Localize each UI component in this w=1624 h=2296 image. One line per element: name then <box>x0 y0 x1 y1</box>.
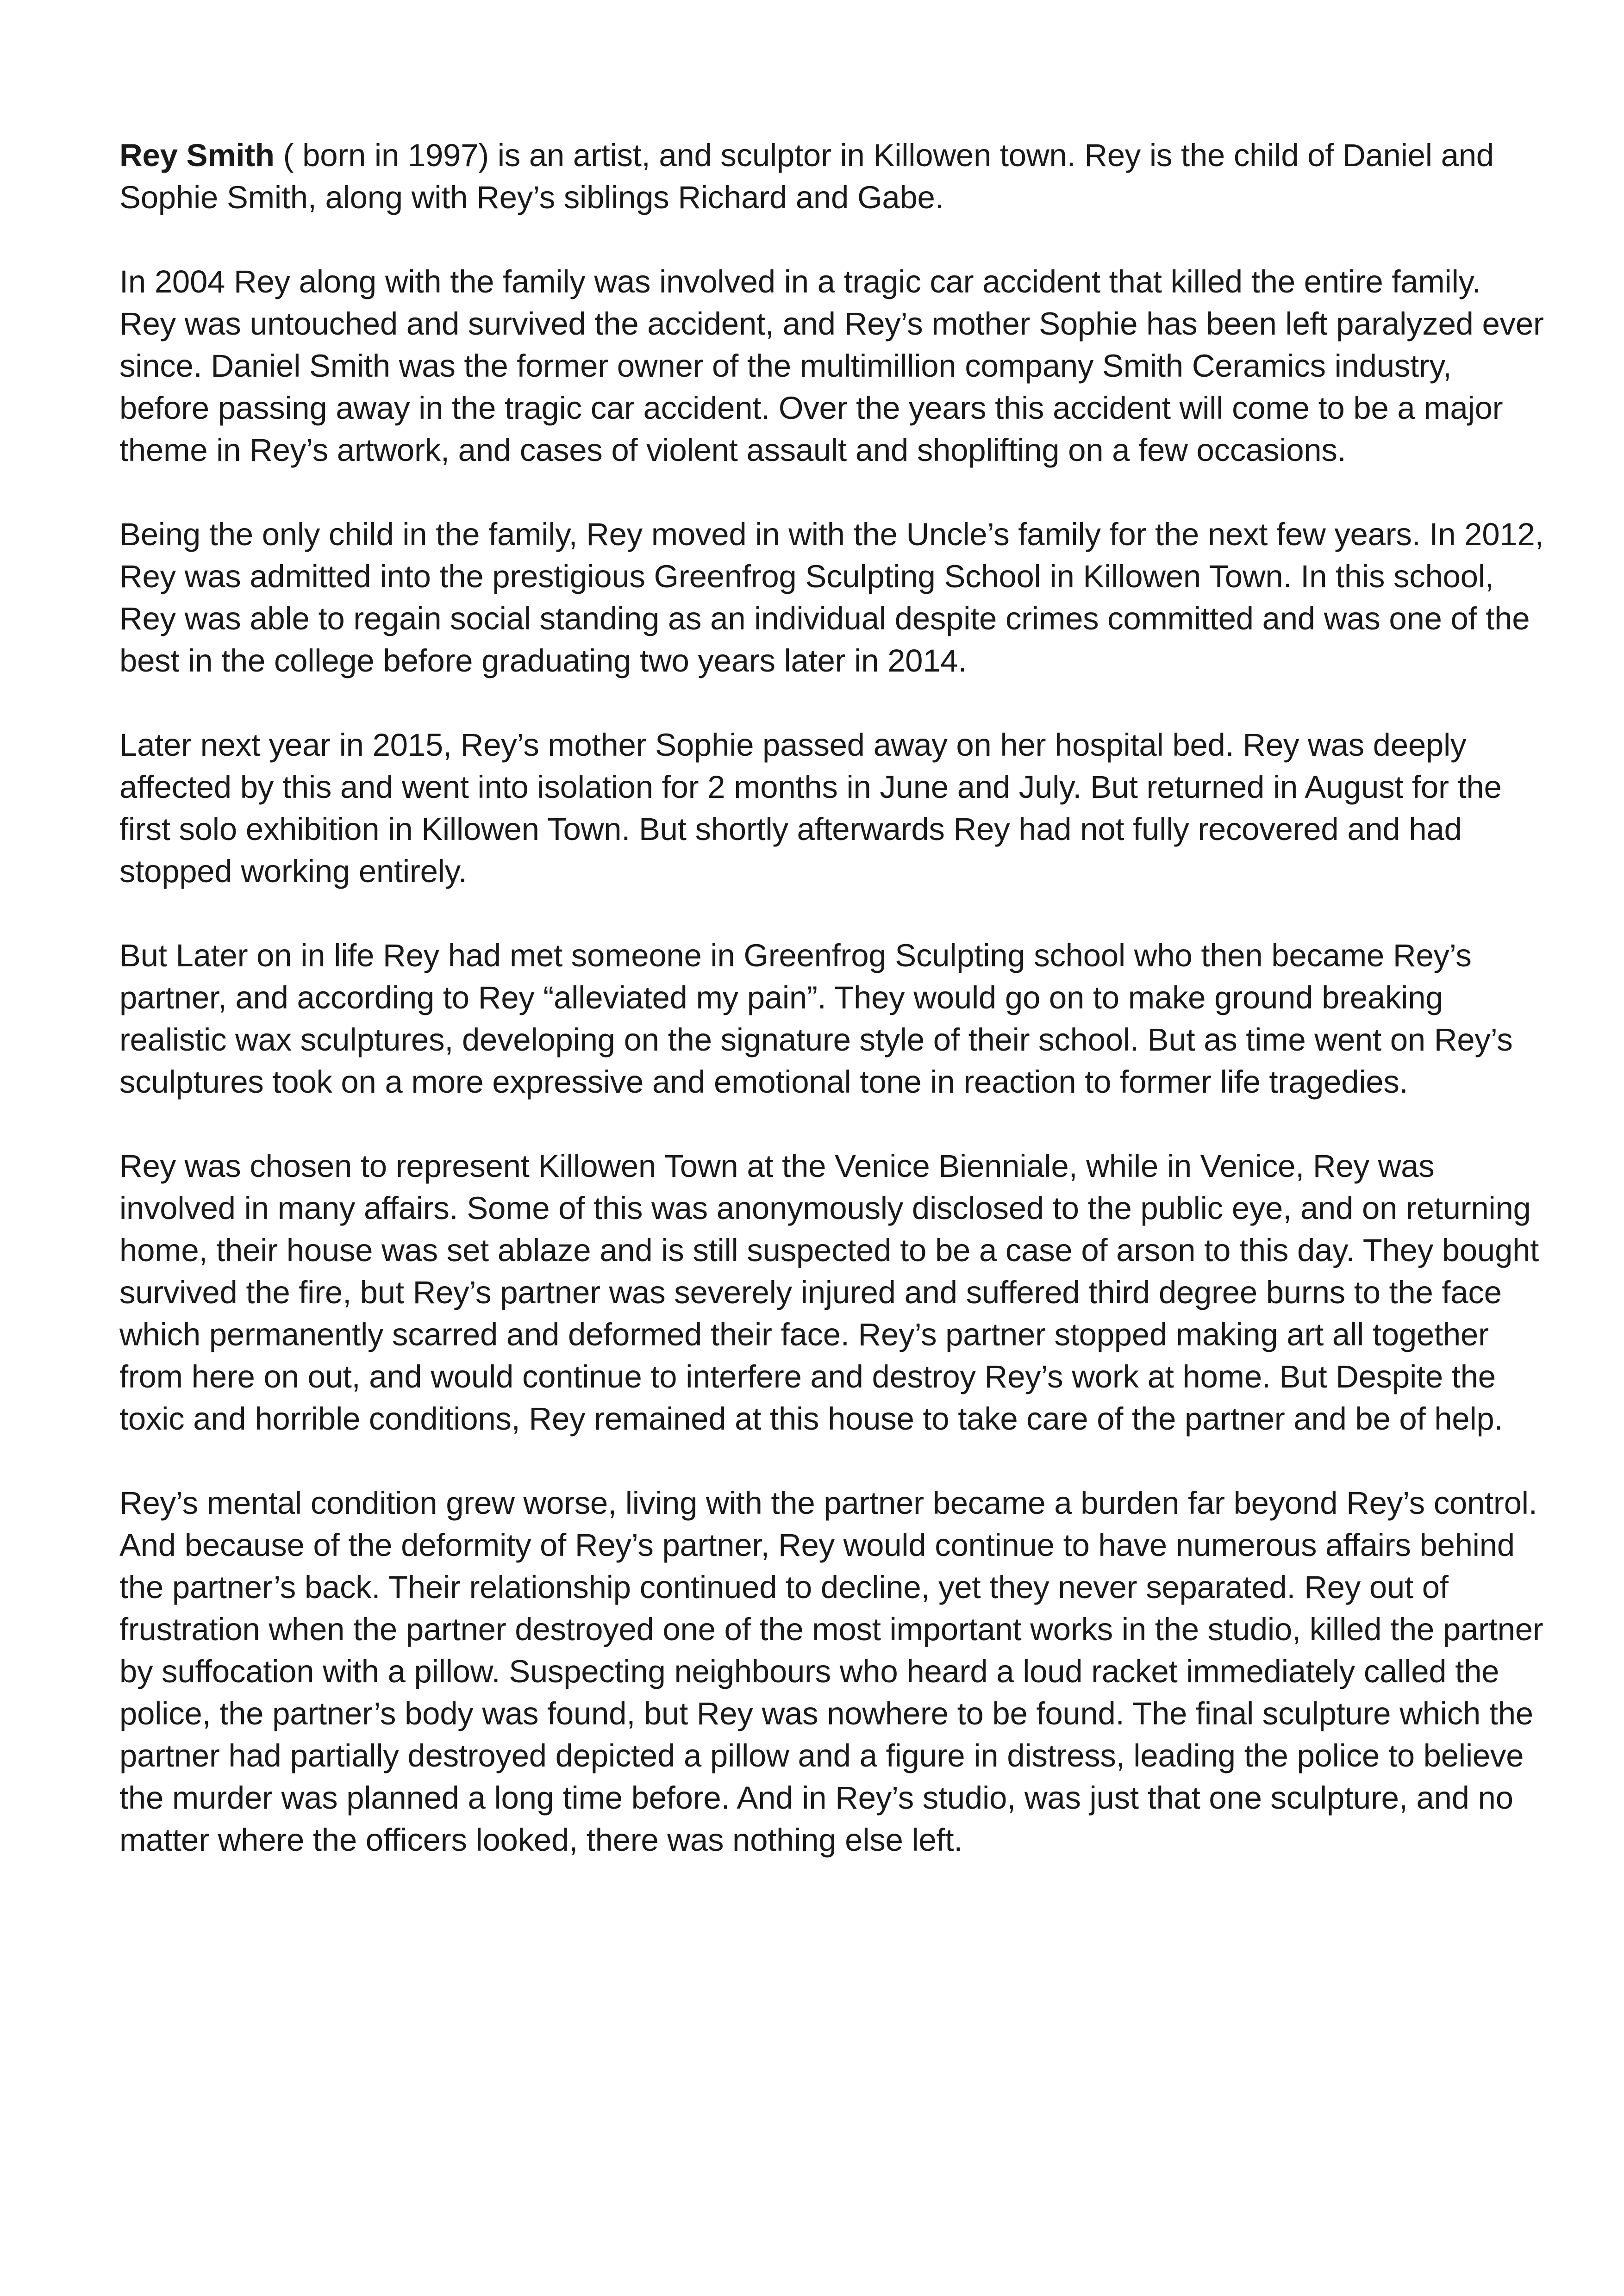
paragraph-accident: In 2004 Rey along with the family was involved in a tragic car accident that killed the entire family. Rey was untouched and survived the accident, and Rey’s mother Sophie has been left paralyzed ever since. Daniel Smith was the former owner of the multimillion company Smith Ceramics industry, before passing away in the tragic car accident. Over the years this accident will come to be a major theme in Rey’s artwork, and cases of violent assault and shoplifting on a few occasions. <box>119 264 1544 468</box>
document-page <box>119 134 1545 1903</box>
paragraph-partner: But Later on in life Rey had met someone in Greenfrog Sculpting school who then became Rey’s partner, and according to Rey “alleviated my pain”. They would go on to make ground breaking realistic wax sculptures, developing on the signature style of their school. But as time went on Rey’s sculptures took on a more expressive and emotional tone in reaction to former life tragedies. <box>119 938 1513 1100</box>
paragraph-venice: Rey was chosen to represent Killowen Town at the Venice Bienniale, while in Venice, Rey was involved in many affairs. Some of this was anonymously disclosed to the public eye, and on returning home, their house was set ablaze and is still suspected to be a case of arson to this day. They bought survived the fire, but Rey’s partner was severely injured and suffered third degree burns to the face which permanently scarred and deformed their face. Rey’s partner stopped making art all together from here on out, and would continue to interfere and destroy Rey’s work at home. But Despite the toxic and horrible conditions, Rey remained at this house to take care of the partner and be of help. <box>119 1148 1539 1437</box>
paragraph-school: Being the only child in the family, Rey moved in with the Uncle’s family for the next few years. In 2012, Rey was admitted into the prestigious Greenfrog Sculpting School in Killowen Town. In this school, Rey was able to regain social standing as an individual despite crimes committed and was one of the best in the college before graduating two years later in 2014. <box>119 516 1544 678</box>
intro-paragraph <box>119 134 1545 218</box>
paragraph-ending: Rey’s mental condition grew worse, living with the partner became a burden far beyond Rey’s control. And because of the deformity of Rey’s partner, Rey would continue to have numerous affairs behind the partner’s back. Their relationship continued to decline, yet they never separated. Rey out of frustration when the partner destroyed one of the most important works in the studio, killed the partner by suffocation with a pillow. Suspecting neighbours who heard a loud racket immediately called the police, the partner’s body was found, but Rey was nowhere to be found. The final sculpture which the partner had partially destroyed depicted a pillow and a figure in distress, leading the police to believe the murder was planned a long time before. And in Rey’s studio, was just that one sculpture, and no matter where the officers looked, there was nothing else left. <box>119 1485 1543 1858</box>
subject-name: Rey Smith <box>119 137 275 173</box>
paragraph-mother: Later next year in 2015, Rey’s mother Sophie passed away on her hospital bed. Rey was deeply affected by this and went into isolation for 2 months in June and July. But returned in August for the first solo exhibition in Killowen Town. But shortly afterwards Rey had not fully recovered and had stopped working entirely. <box>119 727 1502 889</box>
intro-text: ( born in 1997) is an artist, and sculptor in Killowen town. Rey is the child of Daniel and Sophie Smith, along with Rey’s siblings Richard and Gabe. <box>119 137 1494 215</box>
